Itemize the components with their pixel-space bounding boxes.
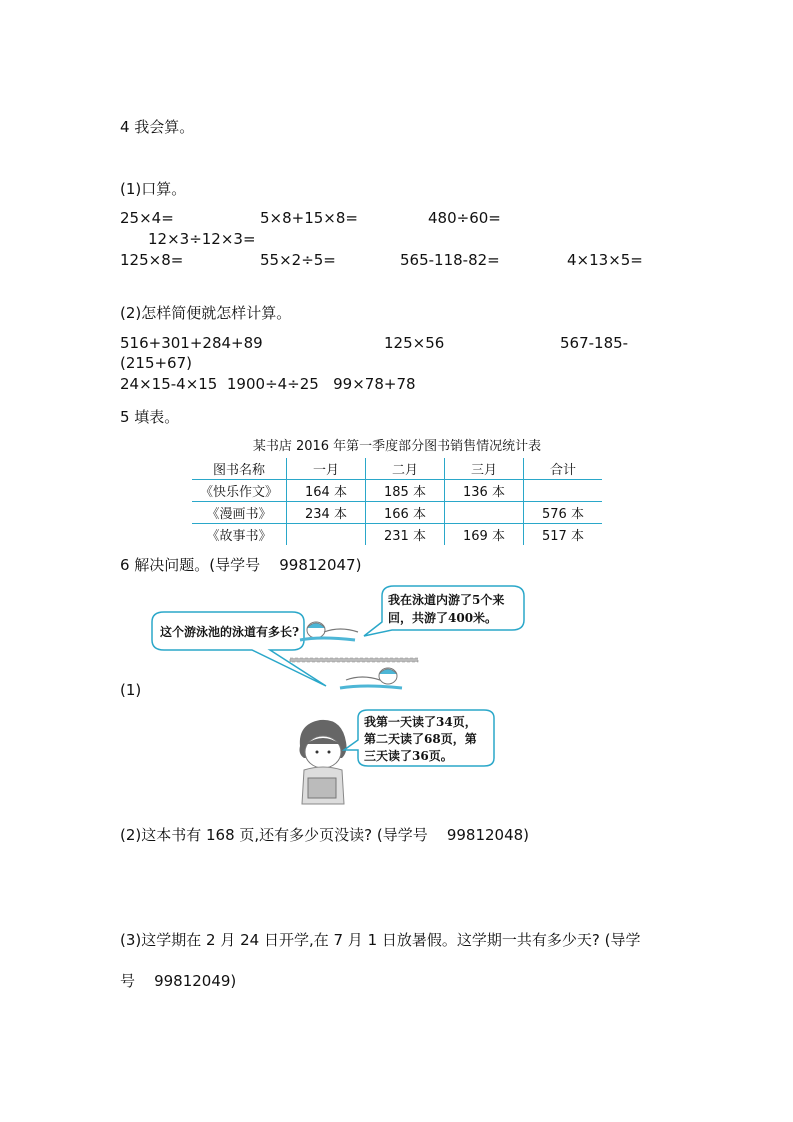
reader-bubble <box>344 710 494 766</box>
calc-item: 12×3÷12×3= <box>148 230 256 248</box>
table-cell <box>445 502 524 524</box>
q5-title: 5 填表。 <box>120 408 180 426</box>
header-cell: 二月 <box>366 458 445 480</box>
question-bubble <box>152 612 326 686</box>
table-cell: 169 本 <box>445 524 524 546</box>
swimmer-bubble-line: 回，共游了400米。 <box>388 611 498 625</box>
table-cell: 185 本 <box>366 480 445 502</box>
table-cell <box>524 480 603 502</box>
header-cell: 一月 <box>287 458 366 480</box>
swimmer-bubble-line: 我在泳道内游了5个来 <box>388 593 505 607</box>
table-cell: 234 本 <box>287 502 366 524</box>
table-cell: 576 本 <box>524 502 603 524</box>
calc-item: 480÷60= <box>428 209 501 227</box>
q6-title: 6 解决问题。(导学号 99812047) <box>120 556 362 574</box>
table-cell: 231 本 <box>366 524 445 546</box>
boy-figure <box>300 720 347 804</box>
table-header-row <box>192 458 602 480</box>
q6-part3-line1: (3)这学期在 2 月 24 日开学,在 7 月 1 日放暑假。这学期一共有多少天? (导学 <box>120 931 641 949</box>
calc-item: 565-118-82= <box>400 251 500 269</box>
calc-item: 567-185- <box>560 334 629 352</box>
q6-part1-label: (1) <box>120 681 142 699</box>
question-bubble-text: 这个游泳池的泳道有多长? <box>160 625 300 639</box>
table-row <box>192 480 602 502</box>
table-cell: 《故事书》 <box>192 524 287 546</box>
table-caption: 某书店 2016 年第一季度部分图书销售情况统计表 <box>252 439 542 454</box>
calc-item: 125×56 <box>384 334 445 352</box>
calc-item: 516+301+284+89 <box>120 334 263 352</box>
reader-bubble-line: 三天读了36页。 <box>364 749 453 763</box>
reading-illustration <box>292 706 502 808</box>
q4-title: 4 我会算。 <box>120 118 195 136</box>
table-cell: 《漫画书》 <box>192 502 287 524</box>
q6-part3-line2: 号 99812049) <box>120 972 237 990</box>
q4-part1-title: (1)口算。 <box>120 180 187 198</box>
table-cell: 《快乐作文》 <box>192 480 287 502</box>
q6-part2: (2)这本书有 168 页,还有多少页没读? (导学号 99812048) <box>120 826 530 844</box>
header-cell: 图书名称 <box>192 458 287 480</box>
swimmer-figure <box>300 622 358 640</box>
table-cell <box>287 524 366 546</box>
swimmer-figure <box>340 668 402 688</box>
table-cell: 166 本 <box>366 502 445 524</box>
calc-item: 4×13×5= <box>567 251 643 269</box>
q4-part2-title: (2)怎样简便就怎样计算。 <box>120 304 292 322</box>
table-row <box>192 524 602 546</box>
calc-item: 5×8+15×8= <box>260 209 358 227</box>
calc-row: 24×15-4×15 1900÷4÷25 99×78+78 <box>120 375 416 393</box>
lane-rope <box>290 658 418 662</box>
header-cell: 合计 <box>524 458 603 480</box>
swimmer-bubble <box>364 586 524 636</box>
calc-item: (215+67) <box>120 354 192 372</box>
table-cell: 164 本 <box>287 480 366 502</box>
calc-item: 55×2÷5= <box>260 251 336 269</box>
table-row <box>192 502 602 524</box>
table-cell: 517 本 <box>542 529 584 544</box>
calc-item: 125×8= <box>120 251 184 269</box>
reader-bubble-line: 我第一天读了34页， <box>364 715 477 729</box>
reader-bubble-line: 第二天读了68页，第 <box>364 732 477 746</box>
swimming-illustration <box>140 582 530 694</box>
calc-item: 25×4= <box>120 209 174 227</box>
header-cell: 三月 <box>445 458 524 480</box>
sales-table <box>192 458 602 545</box>
table-cell: 136 本 <box>445 480 524 502</box>
